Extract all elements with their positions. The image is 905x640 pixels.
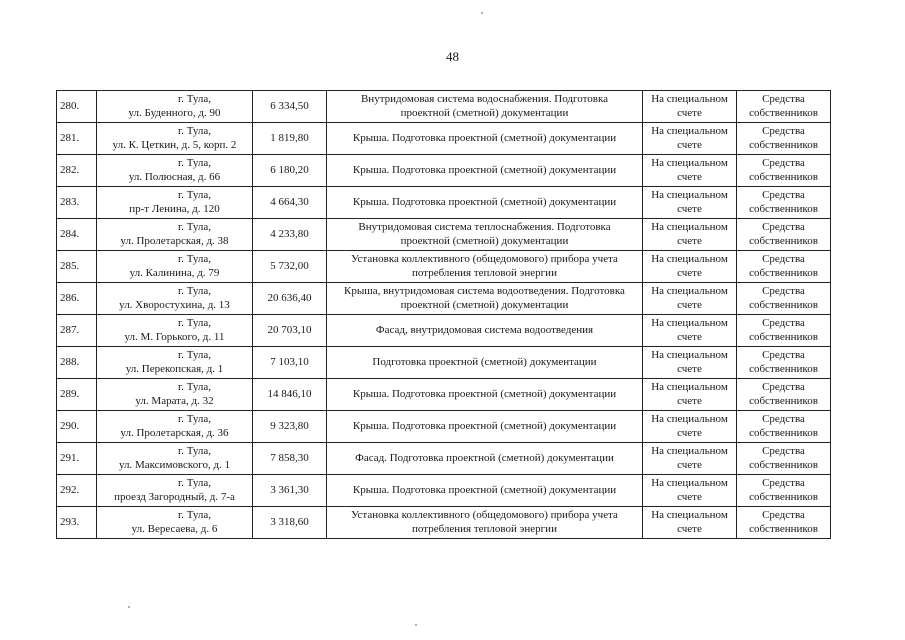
funding-source-cell (737, 411, 831, 443)
cost-cell: 14 846,10 (253, 379, 327, 411)
address-street: проезд Загородный, д. 7-а (114, 490, 235, 503)
address-city: г. Тула, (177, 509, 212, 521)
address-cell (97, 475, 253, 507)
work-type-cell (327, 411, 643, 443)
work-type-line: Фасад, внутридомовая система водоотведения (375, 323, 594, 336)
address-cell (97, 507, 253, 539)
cost-cell: 7 858,30 (253, 443, 327, 475)
funding-method-line: счете (677, 234, 702, 247)
table-row (57, 475, 831, 507)
table-row (57, 507, 831, 539)
address-city: г. Тула, (177, 477, 212, 489)
funding-method-line: На специальном (651, 253, 728, 265)
address-cell (97, 187, 253, 219)
work-type-line: Установка коллективного (общедомового) прибора учета (351, 509, 618, 521)
funding-source-line: Средства (762, 253, 805, 265)
address-street: ул. Полюсная, д. 66 (128, 170, 221, 183)
funding-method-line: счете (677, 106, 702, 119)
funding-source-line: Средства (762, 221, 805, 233)
address-city: г. Тула, (177, 317, 212, 329)
funding-source-cell (737, 347, 831, 379)
funding-method-cell (643, 283, 737, 315)
address-city: г. Тула, (177, 125, 212, 137)
funding-source-cell (737, 219, 831, 251)
work-type-cell (327, 219, 643, 251)
work-type-cell (327, 443, 643, 475)
work-type-cell (327, 475, 643, 507)
funding-method-cell (643, 219, 737, 251)
row-number-cell: 290. (57, 411, 97, 443)
cost-cell: 9 323,80 (253, 411, 327, 443)
funding-method-line: На специальном (651, 157, 728, 169)
funding-source-line: Средства (762, 93, 805, 105)
funding-source-cell (737, 443, 831, 475)
funding-source-cell (737, 91, 831, 123)
work-type-cell (327, 507, 643, 539)
table-row (57, 251, 831, 283)
funding-source-line: Средства (762, 477, 805, 489)
address-city: г. Тула, (177, 253, 212, 265)
funding-method-cell (643, 379, 737, 411)
cost-cell: 6 180,20 (253, 155, 327, 187)
funding-method-line: На специальном (651, 125, 728, 137)
funding-method-line: На специальном (651, 477, 728, 489)
address-city: г. Тула, (177, 413, 212, 425)
work-type-line: Крыша. Подготовка проектной (сметной) документации (352, 131, 617, 144)
scan-speck (128, 606, 130, 608)
cost-cell: 3 361,30 (253, 475, 327, 507)
funding-source-line: Средства (762, 381, 805, 393)
work-type-line: Установка коллективного (общедомового) прибора учета (351, 253, 618, 265)
row-number-cell: 288. (57, 347, 97, 379)
funding-source-line: Средства (762, 349, 805, 361)
funding-method-line: На специальном (651, 317, 728, 329)
funding-source-line: Средства (762, 317, 805, 329)
table-body (57, 91, 831, 539)
capital-repair-table (56, 90, 831, 539)
work-type-line: проектной (сметной) документации (400, 298, 569, 311)
table-row (57, 123, 831, 155)
work-type-line: Крыша. Подготовка проектной (сметной) документации (352, 419, 617, 432)
work-type-line: Внутридомовая система водоснабжения. Подготовка (360, 93, 609, 105)
work-type-cell (327, 379, 643, 411)
address-cell (97, 411, 253, 443)
address-city: г. Тула, (177, 157, 212, 169)
address-street: ул. Хворостухина, д. 13 (119, 298, 230, 311)
funding-method-cell (643, 155, 737, 187)
funding-method-cell (643, 315, 737, 347)
scan-speck (415, 624, 417, 626)
cost-cell: 4 664,30 (253, 187, 327, 219)
funding-method-line: счете (677, 266, 702, 279)
funding-method-line: счете (677, 490, 702, 503)
funding-source-line: собственников (749, 394, 818, 407)
funding-source-line: Средства (762, 509, 805, 521)
funding-source-cell (737, 123, 831, 155)
cost-cell: 4 233,80 (253, 219, 327, 251)
address-cell (97, 283, 253, 315)
funding-source-cell (737, 379, 831, 411)
row-number-cell: 280. (57, 91, 97, 123)
funding-source-cell (737, 251, 831, 283)
cost-cell: 7 103,10 (253, 347, 327, 379)
cost-cell: 5 732,00 (253, 251, 327, 283)
table-row (57, 283, 831, 315)
address-street: ул. Пролетарская, д. 36 (120, 426, 229, 439)
funding-method-line: счете (677, 426, 702, 439)
table-row (57, 315, 831, 347)
address-cell (97, 347, 253, 379)
row-number-cell: 291. (57, 443, 97, 475)
funding-method-line: счете (677, 362, 702, 375)
work-type-line: проектной (сметной) документации (400, 234, 569, 247)
work-type-cell (327, 251, 643, 283)
row-number-cell: 286. (57, 283, 97, 315)
table-row (57, 91, 831, 123)
funding-method-line: счете (677, 138, 702, 151)
funding-method-line: На специальном (651, 349, 728, 361)
funding-method-cell (643, 347, 737, 379)
address-street: ул. Калинина, д. 79 (129, 266, 220, 279)
funding-source-line: собственников (749, 266, 818, 279)
address-city: г. Тула, (177, 445, 212, 457)
funding-method-line: На специальном (651, 285, 728, 297)
cost-cell: 1 819,80 (253, 123, 327, 155)
address-city: г. Тула, (177, 93, 212, 105)
work-type-cell (327, 123, 643, 155)
funding-method-line: счете (677, 458, 702, 471)
funding-method-line: счете (677, 170, 702, 183)
work-type-line: Подготовка проектной (сметной) документации (372, 355, 597, 368)
work-type-cell (327, 155, 643, 187)
address-cell (97, 123, 253, 155)
work-type-line: Крыша. Подготовка проектной (сметной) документации (352, 195, 617, 208)
funding-source-line: собственников (749, 170, 818, 183)
funding-method-line: счете (677, 522, 702, 535)
funding-method-line: На специальном (651, 93, 728, 105)
work-type-line: Внутридомовая система теплоснабжения. Подготовка (358, 221, 611, 233)
page-number: 48 (446, 49, 459, 64)
funding-source-line: собственников (749, 490, 818, 503)
work-type-line: проектной (сметной) документации (400, 106, 569, 119)
funding-method-line: На специальном (651, 445, 728, 457)
cost-cell: 20 636,40 (253, 283, 327, 315)
row-number-cell: 285. (57, 251, 97, 283)
address-street: пр-т Ленина, д. 120 (129, 202, 220, 215)
work-type-line: Крыша. Подготовка проектной (сметной) документации (352, 483, 617, 496)
funding-source-line: собственников (749, 106, 818, 119)
funding-method-line: счете (677, 330, 702, 343)
funding-source-cell (737, 155, 831, 187)
address-city: г. Тула, (177, 221, 212, 233)
work-type-cell (327, 91, 643, 123)
funding-source-line: собственников (749, 202, 818, 215)
address-cell (97, 379, 253, 411)
address-street: ул. Буденного, д. 90 (128, 106, 221, 119)
funding-source-cell (737, 315, 831, 347)
work-type-line: потребления тепловой энергии (412, 522, 557, 535)
funding-method-line: счете (677, 202, 702, 215)
work-type-line: Крыша. Подготовка проектной (сметной) документации (352, 163, 617, 176)
address-cell (97, 219, 253, 251)
funding-source-cell (737, 507, 831, 539)
table-row (57, 219, 831, 251)
funding-method-line: счете (677, 394, 702, 407)
funding-source-line: собственников (749, 426, 818, 439)
funding-method-line: На специальном (651, 189, 728, 201)
funding-source-line: собственников (749, 330, 818, 343)
funding-source-line: Средства (762, 445, 805, 457)
address-street: ул. Максимовского, д. 1 (118, 458, 231, 471)
funding-method-cell (643, 251, 737, 283)
funding-source-line: собственников (749, 298, 818, 311)
funding-source-line: Средства (762, 189, 805, 201)
table-row (57, 379, 831, 411)
work-type-line: Фасад. Подготовка проектной (сметной) документации (355, 451, 614, 464)
table-row (57, 187, 831, 219)
funding-source-cell (737, 475, 831, 507)
funding-source-line: собственников (749, 138, 818, 151)
funding-source-line: Средства (762, 157, 805, 169)
table-row (57, 443, 831, 475)
address-cell (97, 91, 253, 123)
funding-method-line: счете (677, 298, 702, 311)
funding-method-line: На специальном (651, 509, 728, 521)
address-street: ул. Перекопская, д. 1 (125, 362, 224, 375)
funding-source-line: собственников (749, 234, 818, 247)
funding-method-cell (643, 123, 737, 155)
funding-source-line: Средства (762, 125, 805, 137)
cost-cell: 6 334,50 (253, 91, 327, 123)
work-type-cell (327, 315, 643, 347)
address-cell (97, 443, 253, 475)
work-type-line: Крыша. Подготовка проектной (сметной) документации (352, 387, 617, 400)
address-city: г. Тула, (177, 381, 212, 393)
funding-source-line: собственников (749, 362, 818, 375)
row-number-cell: 284. (57, 219, 97, 251)
funding-method-cell (643, 411, 737, 443)
work-type-cell (327, 187, 643, 219)
table-row (57, 155, 831, 187)
row-number-cell: 292. (57, 475, 97, 507)
work-type-cell (327, 347, 643, 379)
funding-source-cell (737, 283, 831, 315)
address-street: ул. Вересаева, д. 6 (131, 522, 218, 535)
table-row (57, 347, 831, 379)
table-row (57, 411, 831, 443)
funding-method-line: На специальном (651, 221, 728, 233)
work-type-line: Крыша, внутридомовая система водоотведения. Подготовка (344, 285, 625, 297)
scan-speck (481, 12, 483, 14)
funding-source-line: Средства (762, 413, 805, 425)
address-cell (97, 315, 253, 347)
address-city: г. Тула, (177, 349, 212, 361)
address-street: ул. М. Горького, д. 11 (124, 330, 225, 343)
funding-method-cell (643, 443, 737, 475)
funding-method-cell (643, 507, 737, 539)
cost-cell: 3 318,60 (253, 507, 327, 539)
address-city: г. Тула, (177, 189, 212, 201)
row-number-cell: 282. (57, 155, 97, 187)
address-city: г. Тула, (177, 285, 212, 297)
address-cell (97, 251, 253, 283)
address-street: ул. Марата, д. 32 (135, 394, 214, 407)
row-number-cell: 289. (57, 379, 97, 411)
row-number-cell: 281. (57, 123, 97, 155)
cost-cell: 20 703,10 (253, 315, 327, 347)
row-number-cell: 283. (57, 187, 97, 219)
row-number-cell: 293. (57, 507, 97, 539)
funding-source-line: собственников (749, 458, 818, 471)
funding-method-line: На специальном (651, 381, 728, 393)
funding-method-cell (643, 475, 737, 507)
funding-source-line: Средства (762, 285, 805, 297)
work-type-line: потребления тепловой энергии (412, 266, 557, 279)
funding-source-line: собственников (749, 522, 818, 535)
funding-method-cell (643, 91, 737, 123)
funding-source-cell (737, 187, 831, 219)
row-number-cell: 287. (57, 315, 97, 347)
address-street: ул. К. Цеткин, д. 5, корп. 2 (112, 138, 237, 151)
work-type-cell (327, 283, 643, 315)
address-cell (97, 155, 253, 187)
funding-method-line: На специальном (651, 413, 728, 425)
funding-method-cell (643, 187, 737, 219)
address-street: ул. Пролетарская, д. 38 (120, 234, 229, 247)
